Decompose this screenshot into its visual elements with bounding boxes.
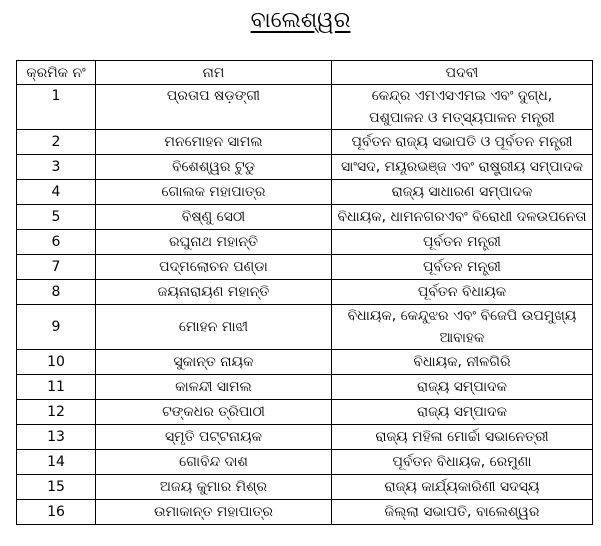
member-post: ଜିଲ୍ଲା ସଭାପତି, ବାଲେଶ୍ୱର — [332, 500, 593, 525]
member-post: ପୂର୍ବତନ ବିଧାୟକ, ରେମୁଣା — [332, 450, 593, 475]
serial-number: 13 — [17, 425, 96, 450]
table-row — [17, 500, 593, 525]
serial-number: 3 — [17, 155, 96, 180]
serial-number: 9 — [17, 305, 96, 350]
member-name: ସୁକାନ୍ତ ନାୟକ — [96, 350, 332, 375]
serial-number: 11 — [17, 375, 96, 400]
serial-number: 4 — [17, 180, 96, 205]
serial-number: 6 — [17, 230, 96, 255]
member-post: ରାଜ୍ୟ ସମ୍ପାଦକ — [332, 375, 593, 400]
table-row — [17, 180, 593, 205]
table-row — [17, 280, 593, 305]
table-row — [17, 230, 593, 255]
header-name: ନାମ — [96, 61, 332, 85]
member-post: ରାଜ୍ୟ ସମ୍ପାଦକ — [332, 400, 593, 425]
member-post: ବିଧାୟକ, ନୀଳଗିରି — [332, 350, 593, 375]
member-name: ମନମୋହନ ସାମଲ — [96, 130, 332, 155]
member-post — [332, 85, 593, 130]
serial-number: 1 — [17, 85, 96, 130]
member-post: ରାଜ୍ୟ ସାଧାରଣ ସମ୍ପାଦକ — [332, 180, 593, 205]
serial-number: 16 — [17, 500, 96, 525]
page-title — [0, 8, 601, 33]
table-header-row — [17, 61, 593, 85]
member-name: ଜୟନାରାୟଣ ମହାନ୍ତି — [96, 280, 332, 305]
serial-number: 12 — [17, 400, 96, 425]
table-row — [17, 205, 593, 230]
member-name: ଗୋବିନ୍ଦ ଦାଶ — [96, 450, 332, 475]
table-row — [17, 155, 593, 180]
table-row — [17, 375, 593, 400]
table-row — [17, 85, 593, 130]
member-post: ପୂର୍ବତନ ମନ୍ତ୍ରୀ — [332, 255, 593, 280]
member-name: ମୋହନ ମାଝୀ — [96, 305, 332, 350]
serial-number: 14 — [17, 450, 96, 475]
member-name: ବିଷ୍ଣୁ ସେଠୀ — [96, 205, 332, 230]
member-name: ରଘୁନାଥ ମହାନ୍ତି — [96, 230, 332, 255]
member-post: ବିଧାୟକ, କେନ୍ଦୁଝର ଏବଂ ବିଜେପି ଉପମୁଖ୍ୟ ଆବାହକ — [332, 305, 593, 350]
member-name: କାଳନ୍ଦୀ ସାମଲ — [96, 375, 332, 400]
member-name: ବିଶେଶ୍ୱର ଟୁଡୁ — [96, 155, 332, 180]
header-post: ପଦବୀ — [332, 61, 593, 85]
member-post: ସାଂସଦ, ମୟୂରଭଞ୍ଜ ଏବଂ ରାଷ୍ଟ୍ରୀୟ ସମ୍ପାଦକ — [332, 155, 593, 180]
table-row — [17, 425, 593, 450]
title-area — [0, 0, 601, 60]
table-row — [17, 305, 593, 350]
table-row — [17, 475, 593, 500]
member-post: ପୂର୍ବତନ ବିଧାୟକ — [332, 280, 593, 305]
member-post: ରାଜ୍ୟ କାର୍ଯ୍ୟକାରିଣୀ ସଦସ୍ୟ — [332, 475, 593, 500]
member-post-line: କେନ୍ଦ୍ର ଏମଏସଏମଇ ଏବଂ ଦୁଗ୍ଧ, — [371, 88, 553, 104]
member-name: ଉମାକାନ୍ତ ମହାପାତ୍ର — [96, 500, 332, 525]
header-serial-number: କ୍ରମିକ ନଂ — [17, 61, 96, 85]
serial-number: 8 — [17, 280, 96, 305]
serial-number: 7 — [17, 255, 96, 280]
table-row — [17, 350, 593, 375]
table-row — [17, 450, 593, 475]
table-row — [17, 255, 593, 280]
table-row — [17, 400, 593, 425]
member-name: ସ୍ମୃତି ପଟ୍ଟନାୟକ — [96, 425, 332, 450]
member-post: ପୂର୍ବତନ ମନ୍ତ୍ରୀ — [332, 230, 593, 255]
serial-number: 2 — [17, 130, 96, 155]
table-row — [17, 130, 593, 155]
member-name: ଗୋଲକ ମହାପାତ୍ର — [96, 180, 332, 205]
member-name: ଅଜୟ କୁମାର ମିଶ୍ର — [96, 475, 332, 500]
member-name: ଟଙ୍କଧର ତ୍ରିପାଠୀ — [96, 400, 332, 425]
serial-number: 10 — [17, 350, 96, 375]
serial-number: 15 — [17, 475, 96, 500]
member-post: ବିଧାୟକ, ଧାମନଗରଏବଂ ବିରୋଧୀ ଦଳଉପନେତା — [332, 205, 593, 230]
member-post: ପୂର୍ବତନ ରାଜ୍ୟ ସଭାପତି ଓ ପୂର୍ବତନ ମନ୍ତ୍ରୀ — [332, 130, 593, 155]
serial-number: 5 — [17, 205, 96, 230]
member-name: ପ୍ରତାପ ଷଡ଼ଙ୍ଗୀ — [96, 85, 332, 130]
page-title-text: ବାଲେଶ୍ୱର — [250, 8, 351, 33]
members-table — [16, 60, 593, 525]
member-name: ପଦ୍ମଲୋଚନ ପଣ୍ଡା — [96, 255, 332, 280]
member-post-line: ପଶୁପାଳନ ଓ ମତ୍ସ୍ୟପାଳନ ମନ୍ତ୍ରୀ — [369, 110, 555, 126]
member-post: ରାଜ୍ୟ ମହିଳା ମୋର୍ଚ୍ଚା ସଭାନେତ୍ରୀ — [332, 425, 593, 450]
